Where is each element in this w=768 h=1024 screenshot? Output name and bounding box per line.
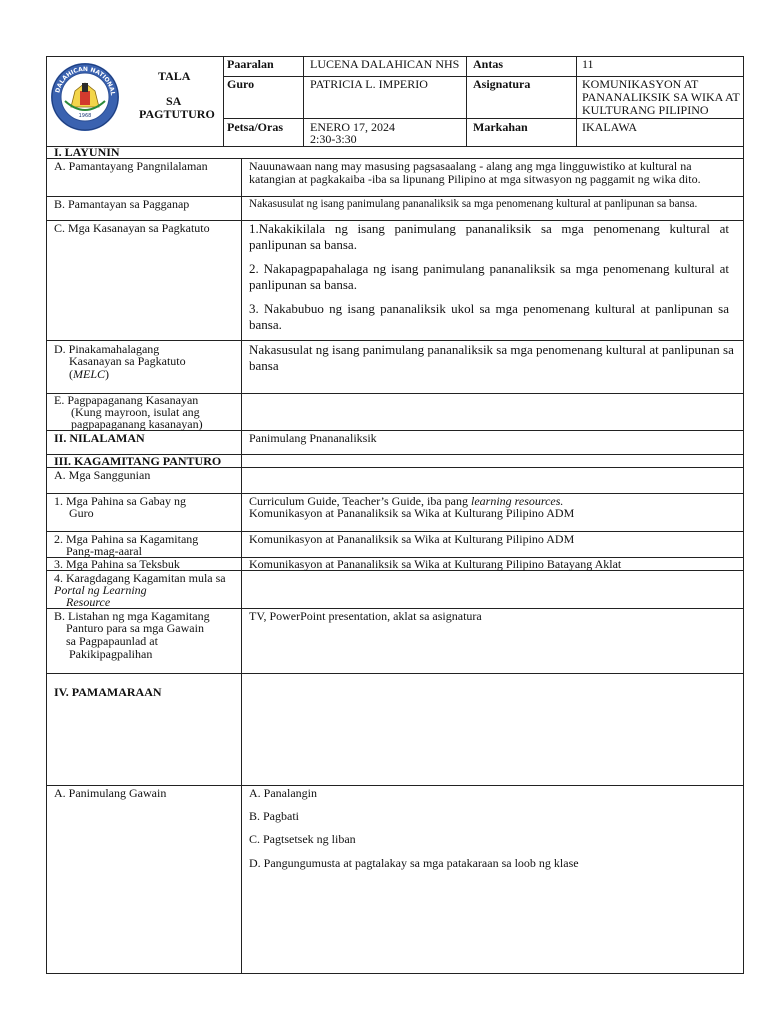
paaralan-label: Paaralan [227, 57, 274, 71]
markahan-value: IKALAWA [582, 120, 638, 134]
pamantayang-pangnilalaman-label: A. Pamantayang Pangnilalaman [54, 159, 208, 173]
portal-label-2: Portal ng Learning [54, 583, 147, 597]
kasanayan-item-3: 3. Nakabubuo ng isang pananaliksik ukol sa mga penomenang kultural at panlipunan sa bansa. [249, 301, 729, 332]
portal-label-1: 4. Karagdagang Kagamitan mula sa [54, 571, 226, 585]
kasanayan-item-1: 1.Nakakikilala ng isang panimulang pananaliksik sa mga penomenang kultural at panlipunan sa bansa. [249, 221, 729, 252]
listahan-kagamitan-label-3: sa Pagpapaunlad at [66, 634, 158, 648]
petsa-value-date: ENERO 17, 2024 [310, 120, 395, 134]
pagpapaganang-label-2: (Kung mayroon, isulat ang [71, 405, 200, 419]
kagamitang-mag-aaral-label-2: Pang-mag-aaral [66, 544, 142, 558]
markahan-label: Markahan [473, 120, 528, 134]
gawain-item-4: D. Pangungumusta at pagtalakay sa mga patakaraan sa loob ng klase [249, 856, 579, 870]
guro-label: Guro [227, 77, 255, 91]
school-seal-icon [49, 61, 121, 133]
listahan-kagamitan-label-2: Panturo para sa mga Gawain [66, 621, 204, 635]
gabay-guro-label-1: 1. Mga Pahina sa Gabay ng [54, 494, 186, 508]
gawain-item-1: A. Panalangin [249, 786, 317, 800]
kagamitang-mag-aaral-value: Komunikasyon at Pananaliksik sa Wika at Kulturang Pilipino ADM [249, 532, 575, 546]
asignatura-value: KOMUNIKASYON AT PANANALIKSIK SA WIKA AT KULTURANG PILIPINO [582, 77, 740, 117]
petsa-label: Petsa/Oras [227, 120, 283, 134]
pagpapaganang-label-3: pagpapaganang kasanayan) [71, 417, 203, 431]
guro-value: PATRICIA L. IMPERIO [310, 77, 428, 91]
antas-label: Antas [473, 57, 504, 71]
svg-text:DALAHICAN NATIONAL: DALAHICAN NATIONAL [54, 65, 116, 96]
gabay-guro-label-2: Guro [69, 506, 94, 520]
pamantayan-pagganap-value: Nakasusulat ng isang panimulang pananaliksik sa mga penomenang kultural at panlipunan sa bansa. [249, 198, 698, 210]
pamantayan-pagganap-label: B. Pamantayan sa Pagganap [54, 197, 190, 211]
kasanayan-item-2: 2. Nakapagpapahalaga ng isang panimulang pananaliksik sa mga penomenang kultural at panlipunan sa bansa. [249, 261, 729, 292]
kasanayan-pagkatuto-label: C. Mga Kasanayan sa Pagkatuto [54, 221, 210, 235]
listahan-kagamitan-label-1: B. Listahan ng mga Kagamitang [54, 609, 210, 623]
antas-value: 11 [582, 57, 594, 71]
listahan-kagamitan-value: TV, PowerPoint presentation, aklat sa asignatura [249, 609, 482, 623]
melc-value: Nakasusulat ng isang panimulang pananaliksik sa mga penomenang kultural at panlipunan sa bansa [249, 342, 734, 373]
section-nilalaman-heading: II. NILALAMAN [54, 431, 145, 445]
panimulang-gawain-label: A. Panimulang Gawain [54, 786, 167, 800]
svg-text:1968: 1968 [78, 113, 92, 119]
asignatura-label: Asignatura [473, 77, 531, 91]
pagpapaganang-label-1: E. Pagpapaganang Kasanayan [54, 393, 199, 407]
melc-label-1: D. Pinakamahalagang [54, 342, 160, 356]
gabay-guro-value-2: Komunikasyon at Pananaliksik sa Wika at Kulturang Pilipino ADM [249, 506, 575, 520]
nilalaman-value: Panimulang Pnananaliksik [249, 431, 377, 445]
gawain-item-2: B. Pagbati [249, 809, 299, 823]
teksbuk-value: Komunikasyon at Pananaliksik sa Wika at Kulturang Pilipino Batayang Aklat [249, 557, 622, 571]
paaralan-value: LUCENA DALAHICAN NHS [310, 57, 460, 71]
section-layunin-heading: I. LAYUNIN [54, 145, 120, 159]
title-line-3: PAGTUTURO [139, 107, 215, 121]
kagamitang-mag-aaral-label-1: 2. Mga Pahina sa Kagamitang [54, 532, 199, 546]
section-pamamaraan-heading: IV. PAMAMARAAN [54, 685, 162, 699]
melc-label-3: (MELC) [69, 367, 110, 381]
portal-label-3: Resource [66, 595, 111, 609]
title-line-2: SA [166, 94, 182, 108]
petsa-value-time: 2:30-3:30 [310, 132, 357, 146]
listahan-kagamitan-label-4: Pakikipagpalihan [69, 647, 153, 661]
teksbuk-label: 3. Mga Pahina sa Teksbuk [54, 557, 180, 571]
pamantayang-pangnilalaman-value: Nauunawaan nang may masusing pagsasaalang - alang ang mga lingguwistiko at kultural na katangian at pagkakaiba -iba sa lipunang Pilipino at mga sitwasyon ng paggamit ng wika dito. [249, 159, 701, 186]
gabay-guro-value-1: Curriculum Guide, Teacher’s Guide, iba pang learning resources. [249, 494, 564, 508]
section-kagamitan-heading: III. KAGAMITANG PANTURO [54, 454, 222, 468]
sanggunian-label: A. Mga Sanggunian [54, 468, 151, 482]
gawain-item-3: C. Pagtsetsek ng liban [249, 832, 356, 846]
melc-label-2: Kasanayan sa Pagkatuto [69, 354, 186, 368]
title-line-1: TALA [158, 69, 191, 83]
